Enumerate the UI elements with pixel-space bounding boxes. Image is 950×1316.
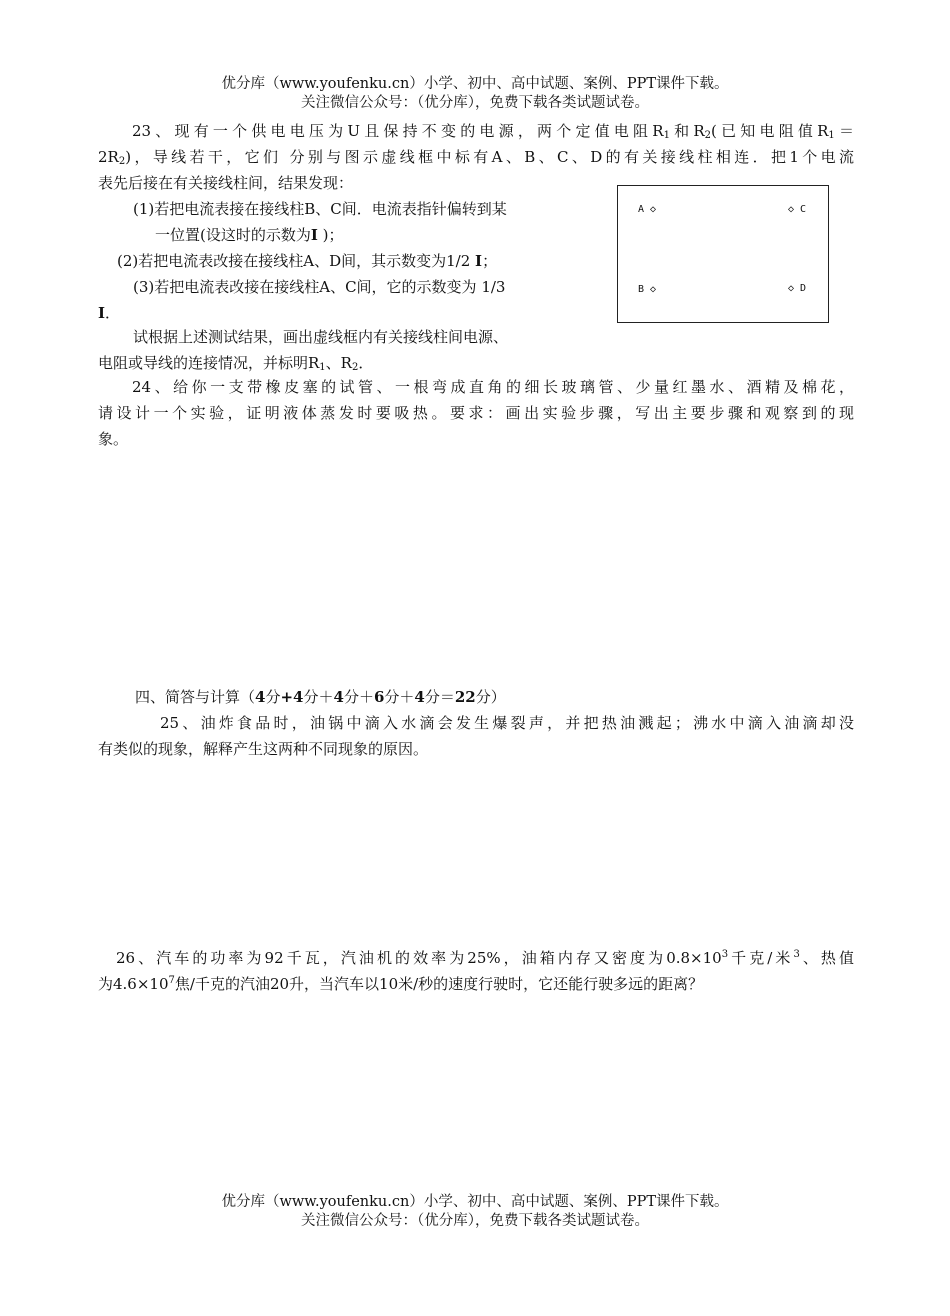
q26-line-1 [98,942,854,971]
q24-line-1: 24、给你一支带橡皮塞的试管、一根弯成直角的细长玻璃管、少量红墨水、酒精及棉花， [132,378,854,396]
q24-line-2: 请设计一个实验，证明液体蒸发时要吸热。要求：画出实验步骤，写出主要步骤和观察到的现 [98,404,854,422]
terminal-d: ◇ D [788,283,807,294]
header-line-2: 关注微信公众号：（优分库），免费下载各类试题试卷。 [301,95,649,111]
heading-text: 分＋ [384,688,415,706]
q23-condition-2 [117,248,497,274]
q23-text: ＝ [834,122,855,140]
superscript: 3 [793,949,800,960]
q23-text: ． [358,354,374,372]
q23-condition-3 [133,274,505,300]
superscript: 3 [721,949,729,960]
subscript: 1 [319,362,326,373]
q23-condition-1-cont [155,222,344,248]
score: 4 [414,688,425,706]
q26-line-2 [98,968,854,997]
q26-text: 、热值 [799,949,854,967]
terminal-box-figure [617,185,829,323]
subscript: 1 [828,130,835,141]
score: 4 [333,688,344,706]
heading-text: 分） [475,688,506,706]
q23-task-line-1: 试根据上述测试结果，画出虚线框内有关接线柱间电源、 [133,328,509,346]
q23-text: 电阻或导线的连接情况，并标明R [98,354,320,372]
q23-text: )； [322,226,344,244]
q23-text: 23、现有一个供电电压为U且保持不变的电源，两个定值电阻R [132,122,664,140]
q23-text: 2R [98,148,119,166]
q23-condition-1: (1)若把电流表接在接线柱B、C间．电流表指针偏转到某 [133,200,507,218]
heading-text: 分＋ [343,688,374,706]
footer-line-1: 优分库（www.youfenku.cn）小学、初中、高中试题、案例、PPT课件下载。 [221,1194,729,1210]
q23-text: 、R [325,354,352,372]
q23-text: 和R [669,122,705,140]
q23-text: ； [482,252,498,270]
terminal-c: ◇ C [788,204,807,215]
score: 22 [454,688,476,706]
footer-line-2: 关注微信公众号：（优分库），免费下载各类试题试卷。 [301,1213,649,1229]
header-line-1: 优分库（www.youfenku.cn）小学、初中、高中试题、案例、PPT课件下载。 [221,76,729,92]
current-symbol: I [310,226,318,244]
superscript: 7 [168,975,175,986]
heading-text: 分＋ [303,688,334,706]
q26-text: 千克/米 [728,949,794,967]
subscript: 1 [663,130,670,141]
q23-text: ． [105,304,121,322]
score: +4 [280,688,304,706]
heading-text: 分 [265,688,281,706]
section-4-heading [135,684,506,710]
q26-text: 26、汽车的功率为92千瓦，汽油机的效率为25%，油箱内存又密度为0.8×10 [116,949,722,967]
q23-text: (已知电阻值R [711,122,829,140]
terminal-b: B ◇ [638,284,657,295]
current-symbol: I [475,252,483,270]
score: 4 [255,688,266,706]
q23-text: (2)若把电流表改接在接线柱A、D间，其示数变为1/2 [117,252,471,270]
subscript: 2 [704,130,712,141]
q26-text: 焦/千克的汽油20升，当汽车以10米/秒的速度行驶时，它还能行驶多远的距离？ [174,975,704,993]
q23-text: (3)若把电流表改接在接线柱A、C间，它的示数变为 1/3 [133,278,506,296]
subscript: 2 [118,156,126,167]
q26-text: 为4.6×10 [98,975,169,993]
heading-text: 四、简答与计算（ [135,688,256,706]
q25-line-1: 25、油炸食品时，油锅中滴入水滴会发生爆裂声，并把热油溅起；沸水中滴入油滴却没 [160,714,854,732]
q23-text: 一位置(设这时的示数为 [155,226,311,244]
subscript: 2 [351,362,359,373]
q23-condition-3-cont [98,300,120,326]
q25-line-2: 有类似的现象，解释产生这两种不同现象的原因。 [98,740,429,758]
q24-line-3: 象。 [98,430,129,448]
terminal-a: A ◇ [638,204,657,215]
score: 6 [373,688,385,706]
heading-text: 分＝ [424,688,455,706]
current-symbol: I [98,304,106,322]
q23-line-3: 表先后接在有关接线柱间，结果发现： [98,174,354,192]
q23-text: )，导线若干，它们 分别与图示虚线框中标有A、B、C、D的有关接线柱相连．把1个电流 [125,148,854,166]
